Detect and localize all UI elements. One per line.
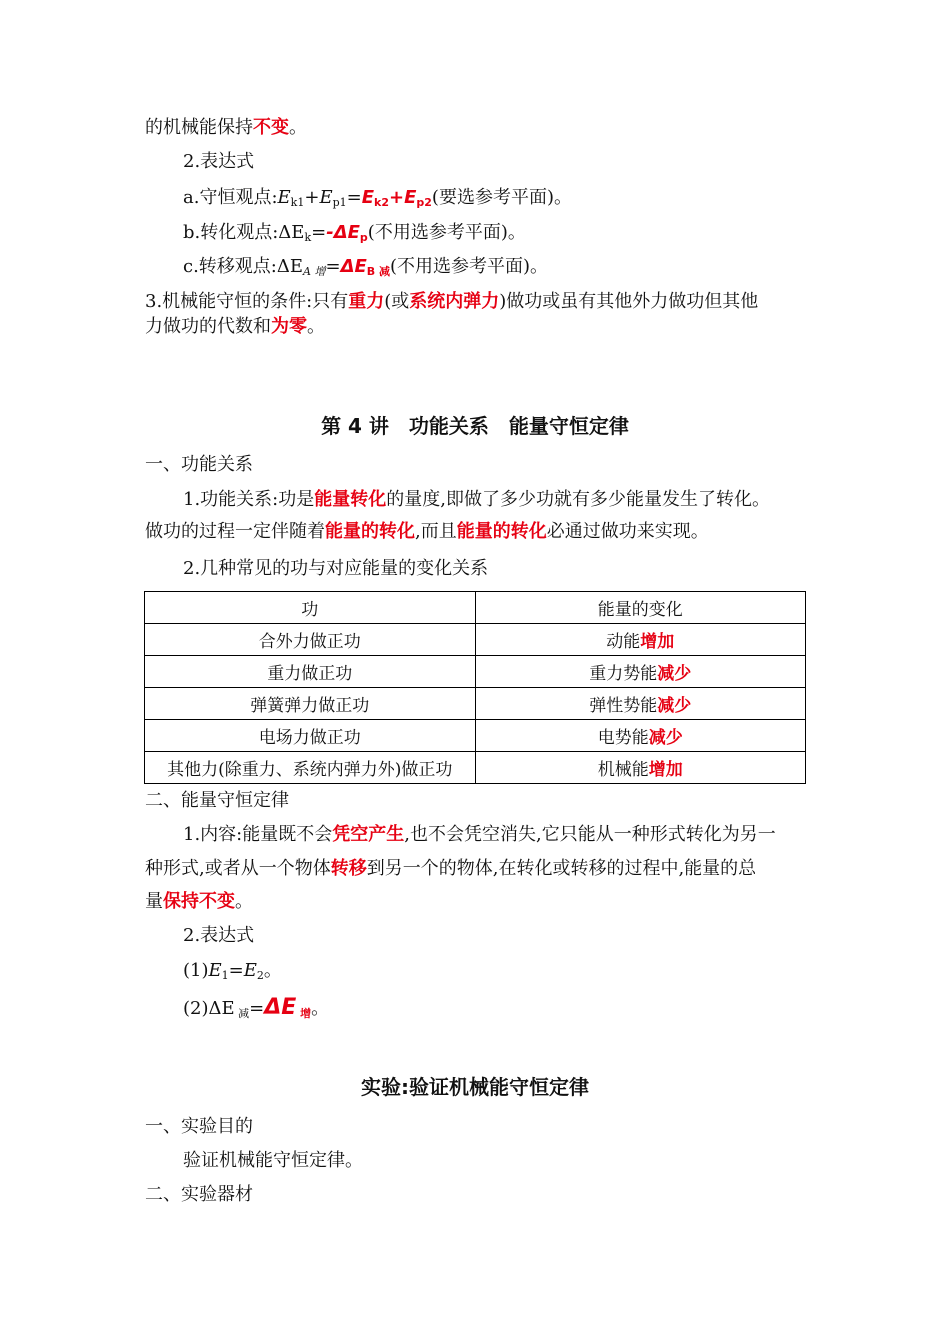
section-heading: 二、实验器材 xyxy=(145,1184,253,1205)
formula-a: a.守恒观点$:E_{k1}+E_{p1}=E_{k2}+E_{p2}$(要选参考平面)。 xyxy=(183,187,572,209)
formula-1: $(1)E_1=E_2$。 xyxy=(183,960,282,982)
paragraph-line: 1.功能关系:功是能量转化的量度,即做了多少功就有多少能量发生了转化。 xyxy=(183,489,770,510)
paragraph-line: 1.内容:能量既不会凭空产生,也不会凭空消失,它只能从一种形式转化为另一 xyxy=(183,824,776,845)
lecture-title: 第 4 讲 功能关系 能量守恒定律 xyxy=(321,414,629,438)
paragraph-line: 验证机械能守恒定律。 xyxy=(183,1150,363,1171)
table-header-row xyxy=(145,592,806,624)
table-row xyxy=(145,688,806,720)
work-cell: 弹簧弹力做正功 xyxy=(145,688,476,720)
table-row xyxy=(145,624,806,656)
work-cell: 重力做正功 xyxy=(145,656,476,688)
header-cell: 能量的变化 xyxy=(475,592,806,624)
work-cell: 其他力(除重力、系统内弹力外)做正功 xyxy=(145,752,476,784)
work-energy-table xyxy=(144,591,806,784)
formula-b: b.转化观点$:\Delta E_k=-\Delta E_p$(不用选参考平面)。 xyxy=(183,222,526,244)
condition-line-2: 力做功的代数和为零。 xyxy=(145,316,325,337)
section-heading: 一、功能关系 xyxy=(145,454,253,475)
table-row xyxy=(145,720,806,752)
table-row xyxy=(145,656,806,688)
paragraph-line: 量保持不变。 xyxy=(145,891,253,912)
formula-c: c.转移观点$:\Delta E_{A 增}=\Delta E_{B 减}$(不用选参考平面)。 xyxy=(183,256,549,278)
table-caption: 2.几种常见的功与对应能量的变化关系 xyxy=(183,558,489,579)
paragraph-line: 做功的过程一定伴随着能量的转化,而且能量的转化必通过做功来实现。 xyxy=(145,521,709,542)
expression-heading: 2.表达式 xyxy=(183,925,255,946)
energy-cell: 电势能减少 xyxy=(475,720,806,752)
section-heading: 一、实验目的 xyxy=(145,1116,253,1137)
experiment-title: 实验:验证机械能守恒定律 xyxy=(361,1075,589,1099)
energy-cell: 重力势能减少 xyxy=(475,656,806,688)
table-row xyxy=(145,752,806,784)
header-cell: 功 xyxy=(145,592,476,624)
condition-line-1: 3.机械能守恒的条件:只有重力(或系统内弹力)做功或虽有其他外力做功但其他 xyxy=(145,291,759,312)
expression-heading: 2.表达式 xyxy=(183,151,255,172)
energy-cell: 动能增加 xyxy=(475,624,806,656)
energy-cell: 机械能增加 xyxy=(475,752,806,784)
work-cell: 合外力做正功 xyxy=(145,624,476,656)
section-heading: 二、能量守恒定律 xyxy=(145,790,289,811)
energy-cell: 弹性势能减少 xyxy=(475,688,806,720)
work-cell: 电场力做正功 xyxy=(145,720,476,752)
paragraph-line: 种形式,或者从一个物体转移到另一个的物体,在转化或转移的过程中,能量的总 xyxy=(145,858,757,879)
paragraph-line: 的机械能保持不变。 xyxy=(145,117,307,138)
formula-2: (2)ΔE $_减$=ΔE $_增$。 xyxy=(183,995,330,1020)
